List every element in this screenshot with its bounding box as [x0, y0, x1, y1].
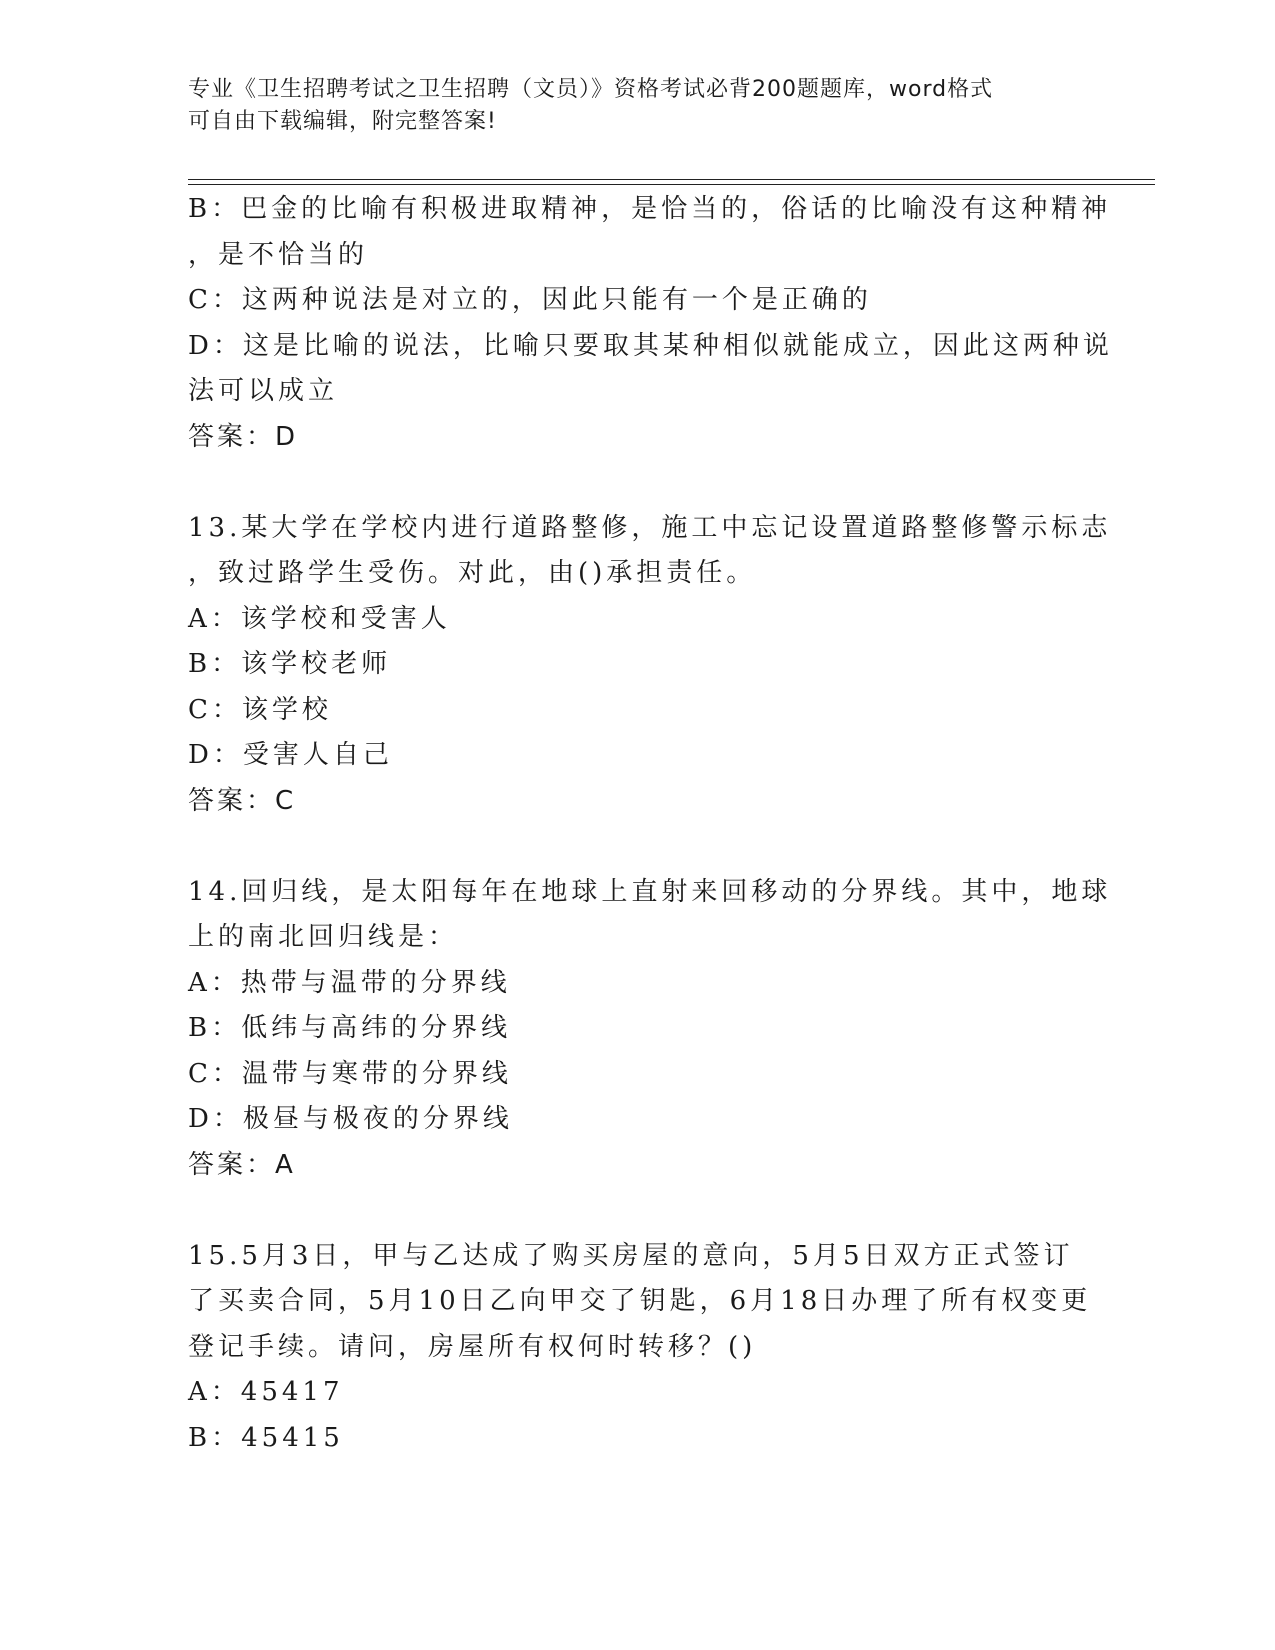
q15-stem-line-3: 登记手续。请问，房屋所有权何时转移？() [188, 1331, 757, 1362]
q14-answer: 答案：A [188, 1149, 296, 1180]
q12-option-c: C：这两种说法是对立的，因此只能有一个是正确的 [188, 285, 872, 315]
document-body [188, 187, 1113, 1461]
q14-option-d: D：极昼与极夜的分界线 [188, 1104, 513, 1134]
question-15 [188, 1234, 1092, 1462]
header-rule-top [188, 179, 1155, 180]
q15-option-b: B：45415 [188, 1422, 344, 1453]
q15-option-a: A：45417 [188, 1377, 344, 1407]
q15-stem-line-2: 了买卖合同，5月10日乙向甲交了钥匙，6月18日办理了所有权变更 [188, 1286, 1092, 1316]
header-rule-bottom [188, 184, 1155, 185]
q14-option-a: A：热带与温带的分界线 [188, 967, 511, 998]
question-13 [188, 506, 1112, 825]
q12-option-b-line-1: B：巴金的比喻有积极进取精神，是恰当的，俗话的比喻没有这种精神 [188, 194, 1112, 224]
spacer [188, 460, 1088, 506]
q14-stem-line-1: 14.回归线，是太阳每年在地球上直射来回移动的分界线。其中，地球 [188, 876, 1112, 907]
spacer [188, 824, 1088, 870]
document-header [188, 74, 1068, 138]
header-title-line-1: 专业《卫生招聘考试之卫生招聘（文员）》资格考试必背200题题库，word格式 [188, 77, 994, 102]
spacer [188, 1188, 1088, 1234]
q14-option-b: B：低纬与高纬的分界线 [188, 1013, 512, 1043]
q12-answer: 答案：D [188, 421, 299, 452]
q15-stem-line-1: 15.5月3日，甲与乙达成了购买房屋的意向，5月5日双方正式签订 [188, 1240, 1074, 1271]
q12-option-b-line-2: ，是不恰当的 [188, 239, 369, 270]
header-title-line-2: 可自由下载编辑，附完整答案! [188, 109, 497, 134]
q12-option-d-line-1: D：这是比喻的说法，比喻只要取其某种相似就能成立，因此这两种说 [188, 330, 1113, 361]
question-12 [188, 187, 1113, 460]
q13-answer: 答案：C [188, 785, 297, 816]
q13-option-c: C：该学校 [188, 694, 332, 725]
q13-option-b: B：该学校老师 [188, 649, 392, 679]
q13-stem-line-1: 13.某大学在学校内进行道路整修，施工中忘记设置道路整修警示标志 [188, 512, 1112, 543]
q14-stem-line-2: 上的南北回归线是： [188, 922, 459, 952]
q13-option-a: A：该学校和受害人 [188, 603, 451, 634]
q13-option-d: D：受害人自己 [188, 740, 393, 770]
q12-option-d-line-2: 法可以成立 [188, 376, 339, 406]
question-14 [188, 870, 1112, 1189]
q13-stem-line-2: ，致过路学生受伤。对此，由()承担责任。 [188, 558, 757, 588]
q14-option-c: C：温带与寒带的分界线 [188, 1058, 512, 1089]
